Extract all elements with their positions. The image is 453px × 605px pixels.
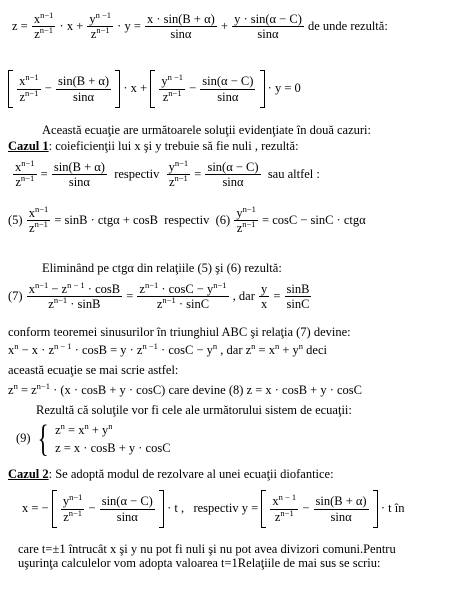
fraction: $\frac{x^{n-1}}{z^{n-1}}$ — [33, 10, 54, 42]
equation-case1: $\frac{x^{n-1}}{z^{n-1}}$ = $\frac{\sin(B + \alpha)}{\sin\alpha}$ respectiv $\frac{y^{n-1}}{z^{n-1}}$ = $\frac{\sin(\alpha - C)}{\sin\alpha}$ sau altfel : — [15, 158, 320, 190]
fraction: $\frac{\sin(B + \alpha)}{\sin\alpha}$ — [315, 494, 367, 524]
equation-z: z = $\frac{x^{n-1}}{z^{n-1}}$ · x + $\frac{y^{n -1}}{z^{n-1}}$ · y = $\frac{x \cdot \sin(B + \alpha)}{\sin\alpha}$ + $\frac{y \cdot \sin(\alpha - C)}{\sin\alpha}$ de unde rezultă: — [12, 10, 388, 42]
right-bracket — [115, 70, 120, 108]
equation-7: (7) $\frac{x^{n-1} - z^{n - 1} \cdot \cos B}{z^{n-1} \cdot \sin B}$ = $\frac{z^{n-1} \cdot \cos C - y^{n-1}}{z^{n-1} \cdot \sin C}$ , dar $\frac{y}{x}$ = $\frac{\sin B}{\sin C}$ — [8, 280, 310, 312]
fraction: $\frac{y^{n-1}}{z^{n-1}}$ — [236, 204, 256, 236]
fraction: $\frac{y^{n -1}}{z^{n-1}}$ — [161, 72, 183, 104]
fraction: $\frac{\sin(\alpha - C)}{\sin\alpha}$ — [101, 494, 153, 524]
fraction: $\frac{x^{n-1}}{z^{n-1}}$ — [19, 72, 39, 104]
fraction: $\frac{x^{n-1}}{z^{n-1}}$ — [15, 158, 35, 190]
left-bracket — [8, 70, 13, 108]
fraction: $\frac{x \cdot \sin(B + \alpha)}{\sin\alpha}$ — [147, 12, 215, 42]
fraction: $\frac{x^{n-1} - z^{n - 1} \cdot \cos B}{z^{n-1} \cdot \sin B}$ — [28, 280, 121, 312]
paragraph: care t=±1 întrucât x şi y nu pot fi nuli şi nu pot avea divizori comuni.Pentru uşurinţa calculelor vom adopta valoarea t=1Relaţiile de mai sus se scriu: — [18, 542, 396, 571]
fraction: $\frac{x^{n-1}}{z^{n-1}}$ — [28, 204, 49, 236]
fraction: $\frac{\sin(B + \alpha)}{\sin\alpha}$ — [53, 160, 105, 190]
fraction: $\frac{y^{n -1}}{z^{n-1}}$ — [89, 10, 112, 42]
paragraph: această ecuaţie se mai scrie astfel: — [8, 363, 179, 377]
right-bracket — [260, 70, 265, 108]
fraction: $\frac{y}{x}$ — [260, 282, 268, 312]
equation-diophantine: x = − $\frac{y^{n-1}}{z^{n-1}}$ − $\frac{\sin(\alpha - C)}{\sin\alpha}$ · t , respectiv y = $\frac{x^{n - 1}}{z^{n-1}}$ − $\frac{\sin(B + \alpha)}{\sin\alpha}$ · t în — [22, 490, 404, 528]
equation-5-6: (5) $\frac{x^{n-1}}{z^{n-1}}$ = sinB · ctgα + cosB respectiv (6) $\frac{y^{n-1}}{z^{n-1}}$ = cosC − sinC · ctgα — [8, 204, 366, 236]
equation-system-9: (9) { $z^n = x^n + y^n$ z = x · cosB + y · cosC — [16, 418, 171, 460]
paragraph: conform teoremei sinusurilor în triunghiul ABC şi relaţia (7) devine: — [8, 325, 351, 339]
fraction: $\frac{y^{n-1}}{z^{n-1}}$ — [168, 158, 189, 190]
left-bracket — [52, 490, 57, 528]
fraction: $\frac{x^{n - 1}}{z^{n-1}}$ — [272, 492, 297, 524]
fraction: $\frac{\sin(\alpha - C)}{\sin\alpha}$ — [202, 74, 254, 104]
fraction: $\frac{z^{n-1} \cdot \cos C - y^{n-1}}{z^{n-1} \cdot \sin C}$ — [139, 280, 227, 312]
equation-8: $z^n = z^{n-1} \cdot (x \cdot \cos B + y \cdot \cos C)$ care devine (8) z = x · cosB + y · cosC — [8, 381, 363, 397]
fraction: $\frac{\sin(B + \alpha)}{\sin\alpha}$ — [57, 74, 110, 104]
fraction: $\frac{\sin(\alpha - C)}{\sin\alpha}$ — [207, 160, 259, 190]
left-bracket — [261, 490, 266, 528]
fraction: $\frac{y^{n-1}}{z^{n-1}}$ — [62, 492, 83, 524]
paragraph: Rezultă că soluţile vor fi cele ale următorului sistem de ecuaţii: — [36, 403, 352, 417]
case-2-heading: Cazul 2: Se adoptă modul de rezolvare al unei ecuaţii diofantice: — [8, 467, 334, 481]
equation-expanded: $x^n - x \cdot z^{n - 1} \cdot \cos B = y \cdot z^{n -1} \cdot \cos C - y^n$ , dar $z^n = x^n + y^n$ deci — [8, 341, 327, 357]
case-1-heading: Cazul 1: coieficienţii lui x şi y trebuie să fie nuli , rezultă: — [8, 139, 299, 153]
fraction: $\frac{\sin B}{\sin C}$ — [286, 282, 310, 312]
fraction: $\frac{y \cdot \sin(\alpha - C)}{\sin\alpha}$ — [234, 12, 302, 42]
left-bracket — [150, 70, 155, 108]
right-bracket — [373, 490, 378, 528]
paragraph: Eliminând pe ctgα din relaţiile (5) şi (6) rezultă: — [42, 261, 282, 275]
right-bracket — [159, 490, 164, 528]
left-brace: { — [37, 418, 49, 460]
equation-coefficients: $\frac{x^{n-1}}{z^{n-1}}$ − $\frac{\sin(B + \alpha)}{\sin\alpha}$ · x + $\frac{y^{n -1}}{z^{n-1}}$ − $\frac{\sin(\alpha - C)}{\sin\alpha}$ · y = 0 — [8, 70, 301, 108]
paragraph: Această ecuaţie are următoarele soluţii evidenţiate în două cazuri: — [42, 123, 372, 137]
